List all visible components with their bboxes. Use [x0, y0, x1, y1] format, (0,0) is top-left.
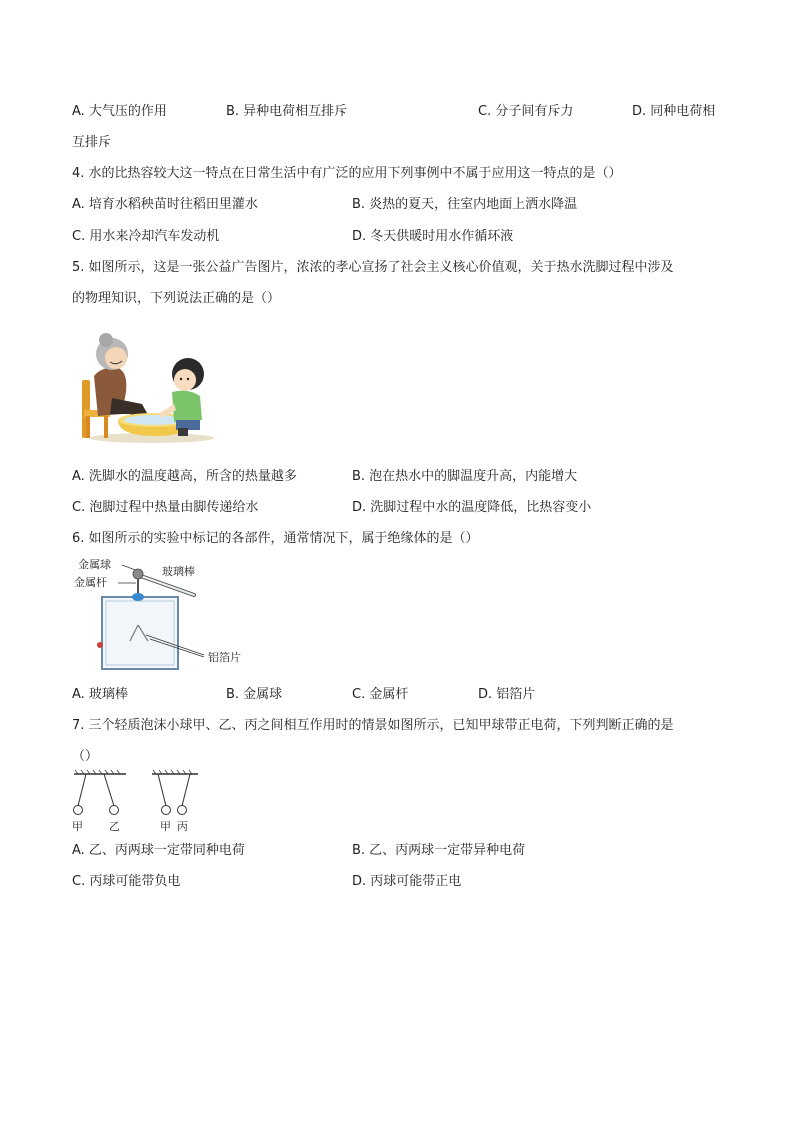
- q5-stem-line1: 5. 如图所示，这是一张公益广告图片，浓浓的孝心宣扬了社会主义核心价值观，关于热水洗脚过程中涉及: [72, 260, 674, 275]
- q5-option-d: D. 洗脚过程中水的温度降低，比热容变小: [352, 500, 592, 515]
- label-foil: 铝箔片: [208, 651, 241, 664]
- q3-option-d-wrap: 互排斥: [72, 135, 112, 150]
- q3-option-d: D. 同种电荷相: [632, 104, 716, 119]
- q3-option-a: A. 大气压的作用: [72, 104, 167, 119]
- q5-option-a: A. 洗脚水的温度越高，所含的热量越多: [72, 469, 297, 484]
- q7-option-c: C. 丙球可能带负电: [72, 874, 181, 889]
- q7-pendulum-figure: [72, 768, 202, 836]
- label-right-a: 甲: [160, 820, 171, 833]
- q3-option-b: B. 异种电荷相互排斥: [226, 104, 348, 119]
- q5-stem-line2: 的物理知识，下列说法正确的是（）: [72, 291, 281, 306]
- q5-illustration: [72, 328, 217, 446]
- q6-option-c: C. 金属杆: [352, 687, 409, 702]
- label-metal-rod: 金属杆: [74, 576, 107, 589]
- q6-electroscope-figure: [72, 555, 272, 677]
- q6-stem: 6. 如图所示的实验中标记的各部件，通常情况下，属于绝缘体的是（）: [72, 531, 479, 546]
- label-left-b: 乙: [109, 820, 120, 833]
- q6-option-a: A. 玻璃棒: [72, 687, 128, 702]
- q6-option-b: B. 金属球: [226, 687, 283, 702]
- q7-option-a: A. 乙、丙两球一定带同种电荷: [72, 843, 245, 858]
- q4-option-b: B. 炎热的夏天，往室内地面上洒水降温: [352, 197, 578, 212]
- label-left-a: 甲: [72, 820, 83, 833]
- q5-option-b: B. 泡在热水中的脚温度升高，内能增大: [352, 469, 578, 484]
- q4-stem: 4. 水的比热容较大这一特点在日常生活中有广泛的应用下列事例中不属于应用这一特点的是（）: [72, 166, 622, 181]
- q7-option-d: D. 丙球可能带正电: [352, 874, 462, 889]
- label-metal-ball: 金属球: [78, 558, 111, 571]
- q3-option-c: C. 分子间有斥力: [478, 104, 574, 119]
- q6-option-d: D. 铝箔片: [478, 687, 536, 702]
- q4-option-c: C. 用水来冷却汽车发动机: [72, 229, 220, 244]
- label-glass-rod: 玻璃棒: [162, 565, 195, 578]
- q4-option-d: D. 冬天供暖时用水作循环液: [352, 229, 514, 244]
- q7-stem-line1: 7. 三个轻质泡沫小球甲、乙、丙之间相互作用时的情景如图所示，已知甲球带正电荷，下列判断正确的是: [72, 718, 674, 733]
- q7-stem-line2: （）: [72, 749, 99, 764]
- label-right-b: 丙: [177, 820, 188, 833]
- q5-option-c: C. 泡脚过程中热量由脚传递给水: [72, 500, 259, 515]
- q7-option-b: B. 乙、丙两球一定带异种电荷: [352, 843, 526, 858]
- q4-option-a: A. 培育水稻秧苗时往稻田里灌水: [72, 197, 258, 212]
